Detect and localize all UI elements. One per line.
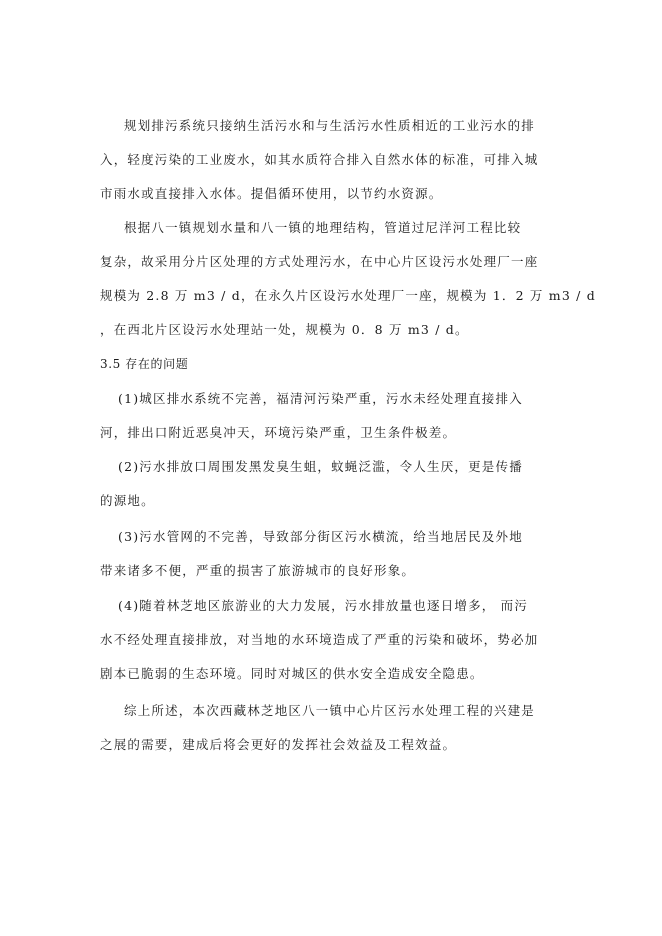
paragraph-2-line-1: 根据八一镇规划水量和八一镇的地理结构，管道过尼洋河工程比较 [124, 220, 522, 235]
paragraph-1-line-3: 市雨水或直接排入水体。提倡循环使用，以节约水资源。 [100, 186, 443, 201]
issue-3-line-1: (3)污水管网的不完善，导致部分街区污水横流，给当地居民及外地 [118, 529, 523, 544]
issue-4-line-1: (4)随着林芝地区旅游业的大力发展，污水排放量也逐日增多， 而污 [118, 598, 529, 613]
conclusion-line-1: 综上所述，本次西藏林芝地区八一镇中心片区污水处理工程的兴建是 [124, 703, 536, 718]
issue-1-line-1: (1)城区排水系统不完善，福清河污染严重，污水未经处理直接排入 [118, 391, 523, 406]
paragraph-1-line-1: 规划排污系统只接纳生活污水和与生活污水性质相近的工业污水的排 [124, 118, 536, 133]
paragraph-2-line-2: 复杂，故采用分片区处理的方式处理污水，在中心片区设污水处理厂一座 [100, 254, 539, 269]
issue-4-line-2: 水不经处理直接排放，对当地的水环境造成了严重的污染和破坏，势必加 [100, 632, 539, 647]
issue-4-line-3: 剧本已脆弱的生态环境。同时对城区的供水安全造成安全隐患。 [100, 666, 484, 681]
conclusion-line-2: 之展的需要，建成后将会更好的发挥社会效益及工程效益。 [100, 737, 457, 752]
section-heading: 3.5 存在的问题 [100, 357, 189, 371]
issue-1-line-2: 河，排出口附近恶臭冲天，环境污染严重，卫生条件极差。 [100, 425, 457, 440]
paragraph-1-line-2: 入，轻度污染的工业废水，如其水质符合排入自然水体的标准，可排入城 [100, 152, 539, 167]
issue-2-line-2: 的源地。 [100, 493, 155, 508]
issue-2-line-1: (2)污水排放口周围发黑发臭生蛆，蚊蝇泛滥，令人生厌，更是传播 [118, 459, 523, 474]
issue-3-line-2: 带来诸多不便，严重的损害了旅游城市的良好形象。 [100, 563, 416, 578]
paragraph-2-line-4: ，在西北片区设污水处理站一处，规模为 0．8 万 m3 / d。 [100, 322, 469, 337]
paragraph-2-line-3: 规模为 2.8 万 m3 / d，在永久片区设污水处理厂一座，规模为 1．2 万 m3 / d [100, 288, 596, 303]
